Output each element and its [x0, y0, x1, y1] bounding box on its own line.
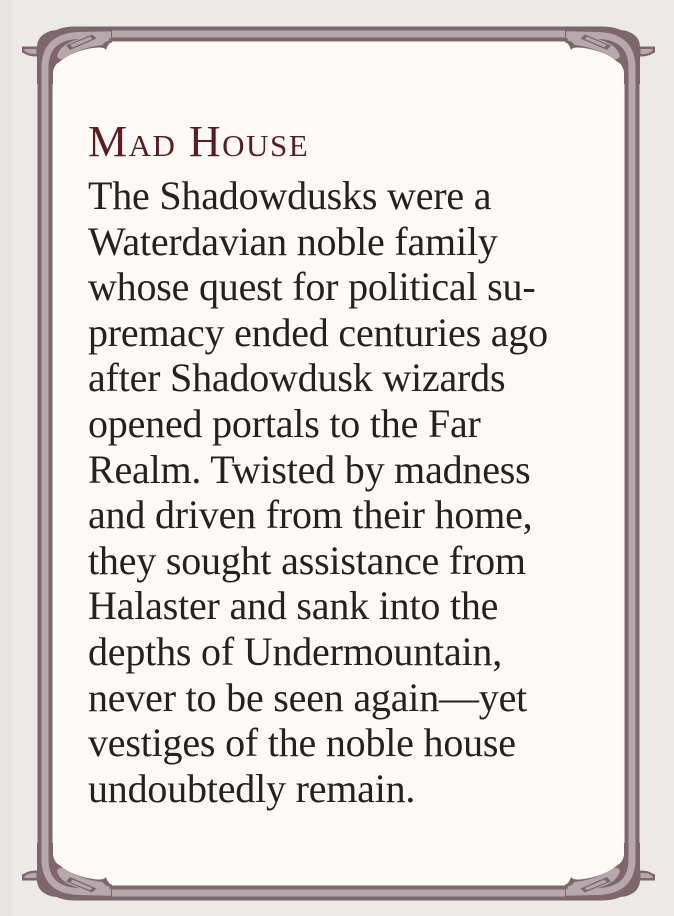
- body-line: vestiges of the noble house: [88, 720, 516, 766]
- body-line: The Shadowdusks were a: [88, 173, 492, 218]
- body-line: and driven from their home,: [88, 492, 533, 538]
- body-line: depths of Undermountain,: [88, 628, 503, 674]
- body-line: premacy ended centuries ago: [88, 309, 548, 355]
- sidebar-title: Mad House: [88, 117, 310, 166]
- body-line: Waterdavian noble family: [88, 218, 498, 264]
- sidebar-body: [88, 173, 604, 811]
- body-line: never to be seen again—yet: [88, 674, 528, 720]
- body-line: they sought assistance from: [88, 537, 526, 583]
- body-line: Halaster and sank into the: [88, 583, 499, 629]
- body-line: undoubtedly remain.: [88, 765, 416, 811]
- body-line: opened portals to the Far: [88, 400, 481, 446]
- body-line: Realm. Twisted by madness: [88, 446, 531, 492]
- body-line: after Shadowdusk wizards: [88, 355, 506, 401]
- sidebar-content: [88, 119, 604, 811]
- body-line: whose quest for political su-: [88, 264, 536, 310]
